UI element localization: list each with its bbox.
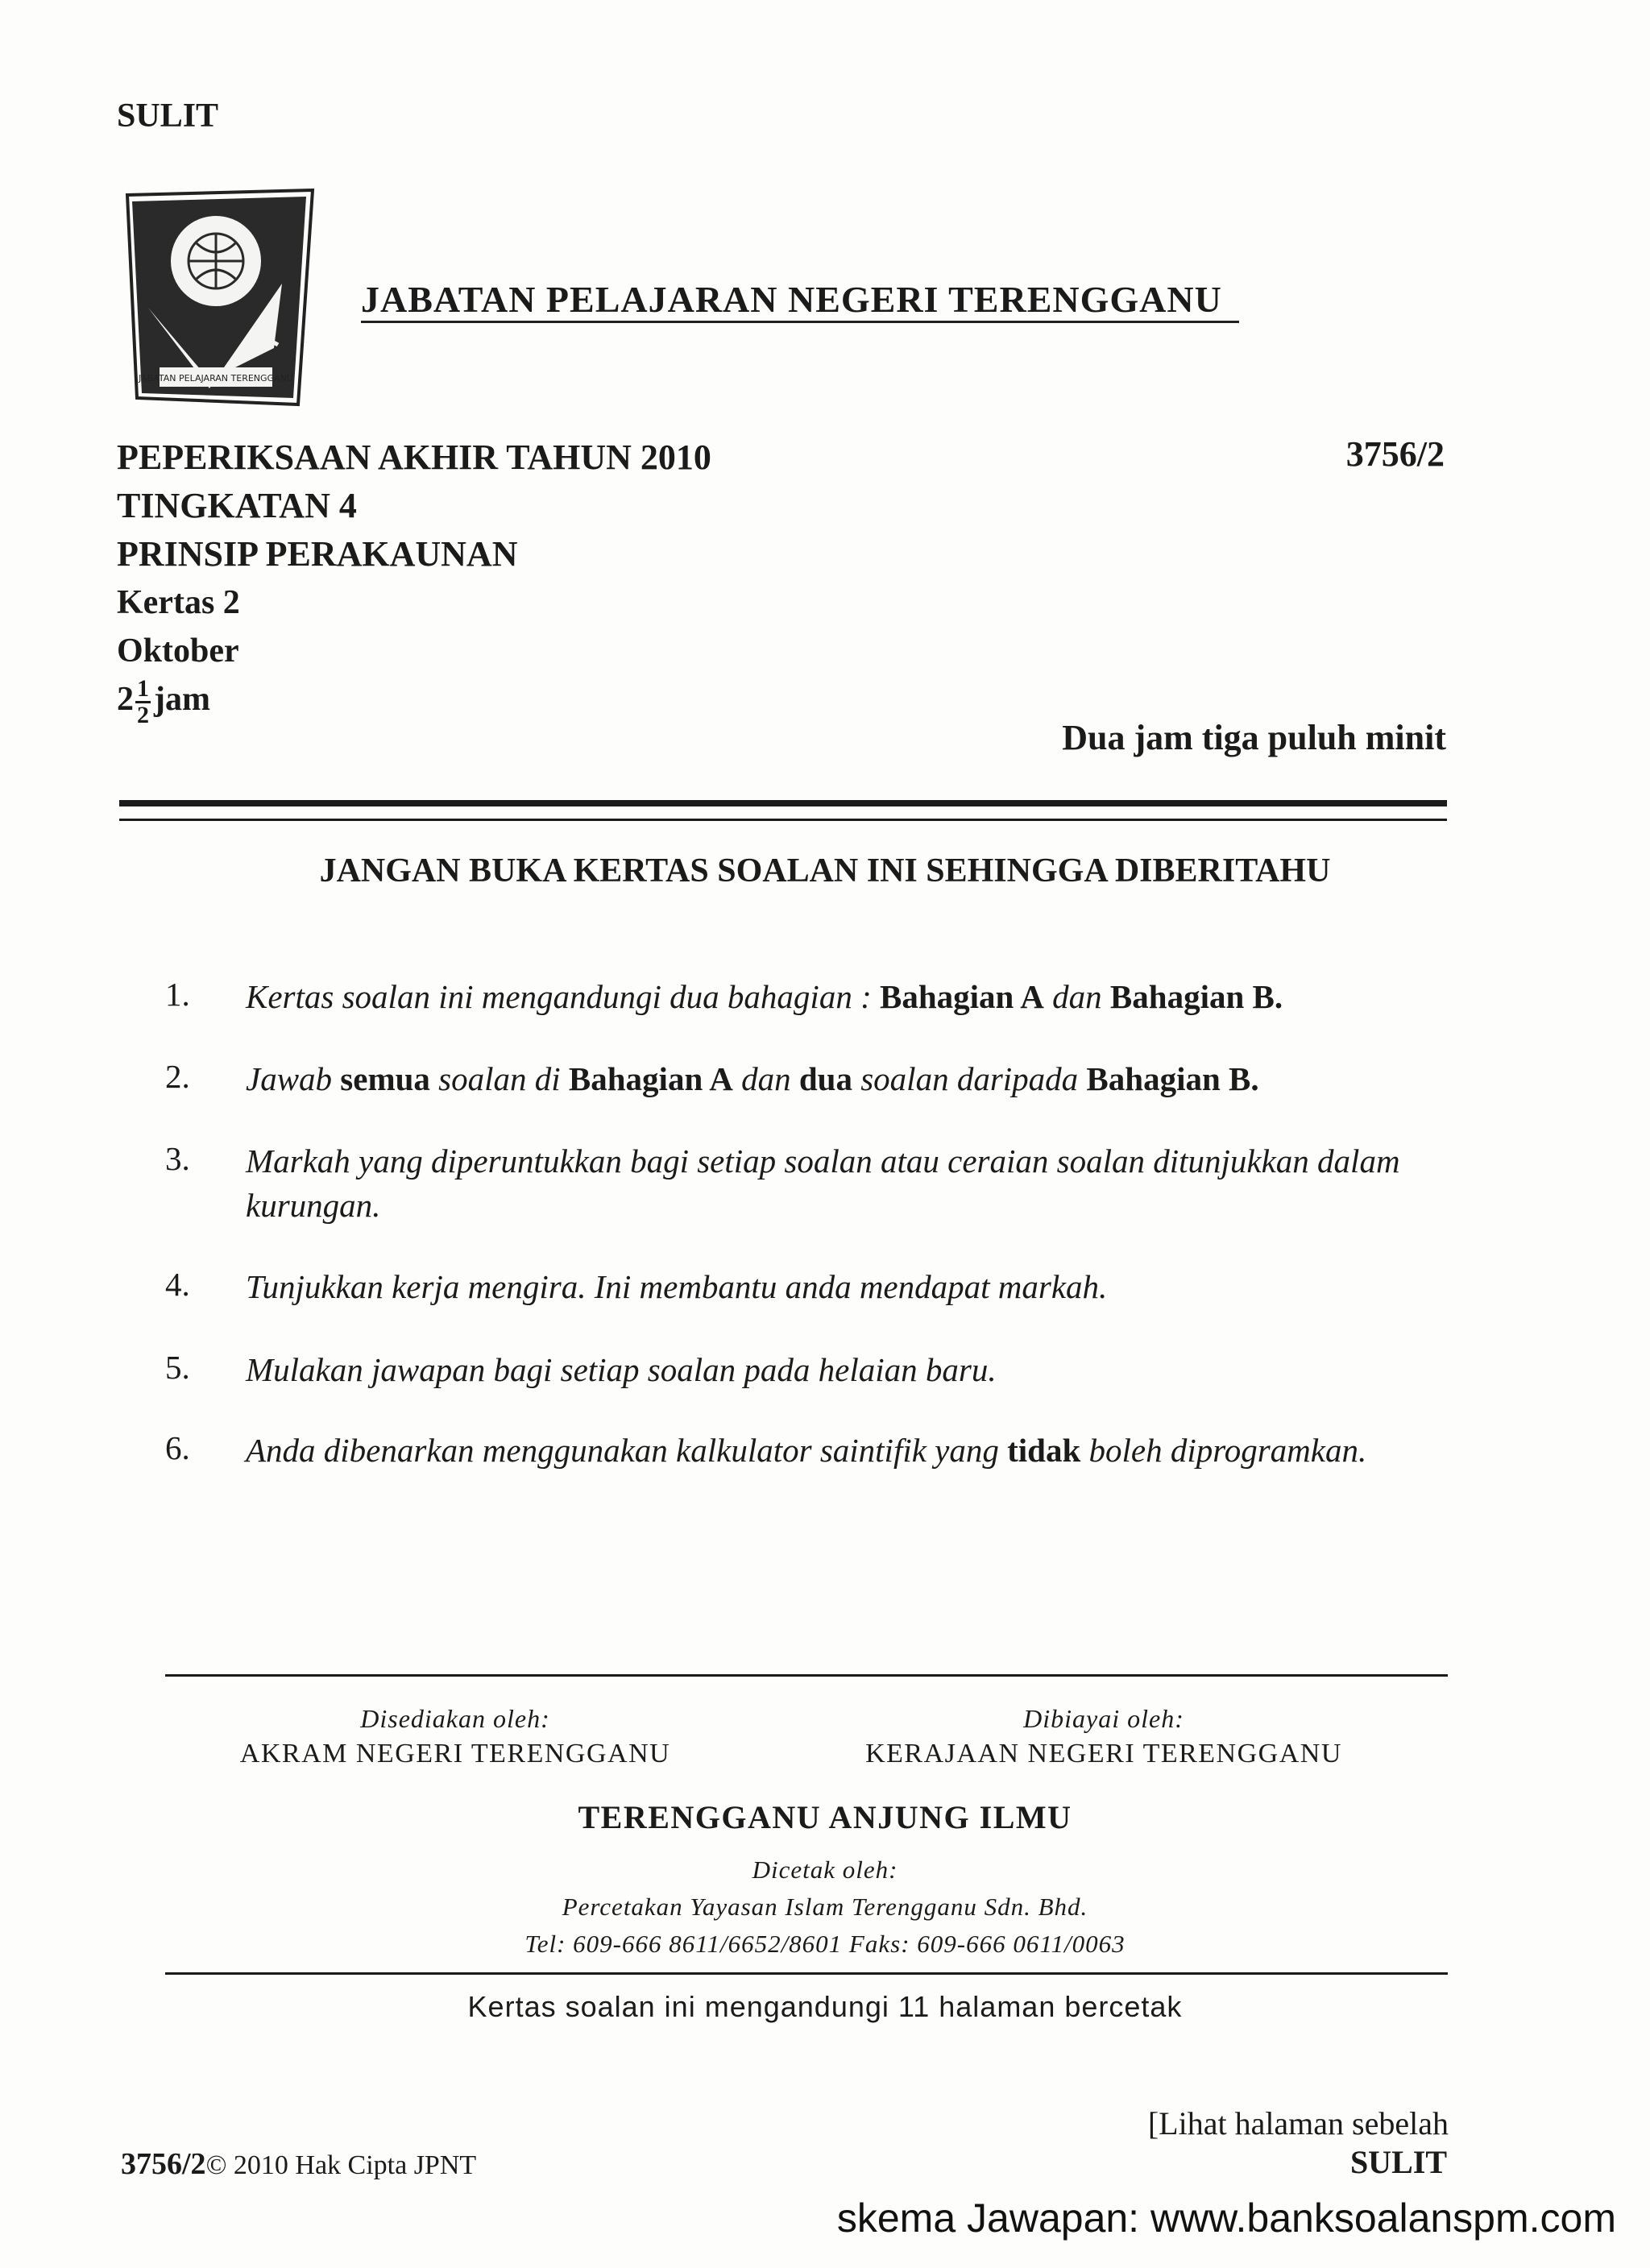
warning-heading: JANGAN BUKA KERTAS SOALAN INI SEHINGGA DIBERITAHU [319,852,1331,889]
duration-unit: jam [154,681,210,718]
prepared-label: Disediakan oleh: [360,1704,550,1733]
duration-whole: 2 [117,681,134,718]
instruction-6 [165,1428,1438,1473]
instruction-4 [165,1265,1438,1309]
paper-code: 3756/2 [1345,434,1445,474]
printed-label: Dicetak oleh: [752,1855,898,1884]
instruction-text: Anda dibenarkan menggunakan kalkulator saintifik yang tidak boleh diprogramkan. [246,1432,1367,1469]
page-count: Kertas soalan ini mengandungi 11 halaman bercetak [467,1990,1183,2023]
instruction-number: 5. [165,1349,190,1386]
department-title: JABATAN PELAJARAN NEGERI TERENGGANU [361,279,1222,320]
instruction-number: 4. [165,1266,190,1303]
exam-month: Oktober [117,632,239,670]
divider-thin [119,819,1447,821]
footer-divider-bottom [165,1972,1448,1975]
instruction-3 [165,1139,1438,1228]
instruction-1 [165,975,1438,1019]
paper-code-bottom: 3756/2 [121,2147,206,2181]
instruction-number: 6. [165,1429,190,1466]
printer-name: Percetakan Yayasan Islam Terengganu Sdn. Bhd. [562,1893,1088,1921]
exam-subject: PRINSIP PERAKAUNAN [117,534,518,574]
printer-contact: Tel: 609-666 8611/6652/8601 Faks: 609-666 0611/0063 [524,1930,1126,1958]
printer-block [0,1851,1650,1963]
prepared-by: AKRAM NEGERI TERENGGANU [239,1739,671,1768]
instruction-text: Tunjukkan kerja mengira. Ini membantu anda mendapat markah. [246,1268,1108,1305]
instruction-number: 3. [165,1140,190,1177]
instruction-text: Markah yang diperuntukkan bagi setiap soalan atau ceraian soalan ditunjukkan dalam kurungan. [246,1142,1400,1224]
duration-denominator: 2 [137,701,149,728]
funded-by: KERAJAAN NEGERI TERENGGANU [865,1739,1342,1768]
answer-scheme-link[interactable]: skema Jawapan: www.banksoalanspm.com [836,2195,1616,2241]
duration-fraction [135,674,151,728]
department-underline [361,321,1239,323]
instruction-2 [165,1057,1438,1101]
classification-bottom: SULIT [1349,2144,1447,2180]
svg-text:JABATAN PELAJARAN TERENGGANU: JABATAN PELAJARAN TERENGGANU [139,373,293,384]
copyright-text: © 2010 Hak Cipta JPNT [205,2150,477,2180]
prepared-by-block [165,1704,745,1769]
duration-numerator: 1 [137,674,149,702]
next-page-note: [Lihat halaman sebelah [1147,2105,1449,2142]
instruction-number: 2. [165,1058,190,1095]
divider-thick [119,800,1447,806]
instruction-text: Mulakan jawapan bagi setiap soalan pada helaian baru. [246,1351,997,1388]
duration-words: Dua jam tiga puluh minit [1062,718,1446,757]
motto: TERENGGANU ANJUNG ILMU [578,1799,1072,1835]
instruction-number: 1. [165,976,190,1013]
funded-by-block [781,1704,1426,1769]
exam-paper: Kertas 2 [117,584,240,621]
instruction-5 [165,1348,1438,1392]
funded-label: Dibiayai oleh: [1023,1704,1184,1733]
footer-divider-top [165,1674,1448,1677]
exam-info [117,433,711,728]
copyright-line [121,2146,476,2182]
exam-form: TINGKATAN 4 [117,486,357,525]
exam-title: PEPERIKSAAN AKHIR TAHUN 2010 [117,437,711,477]
exam-duration [117,675,711,728]
classification-top: SULIT [117,97,219,135]
jpnt-logo-icon [121,187,319,421]
instruction-text: Kertas soalan ini mengandungi dua bahagian : Bahagian A dan Bahagian B. [246,978,1283,1015]
instruction-text: Jawab semua soalan di Bahagian A dan dua soalan daripada Bahagian B. [246,1060,1259,1097]
